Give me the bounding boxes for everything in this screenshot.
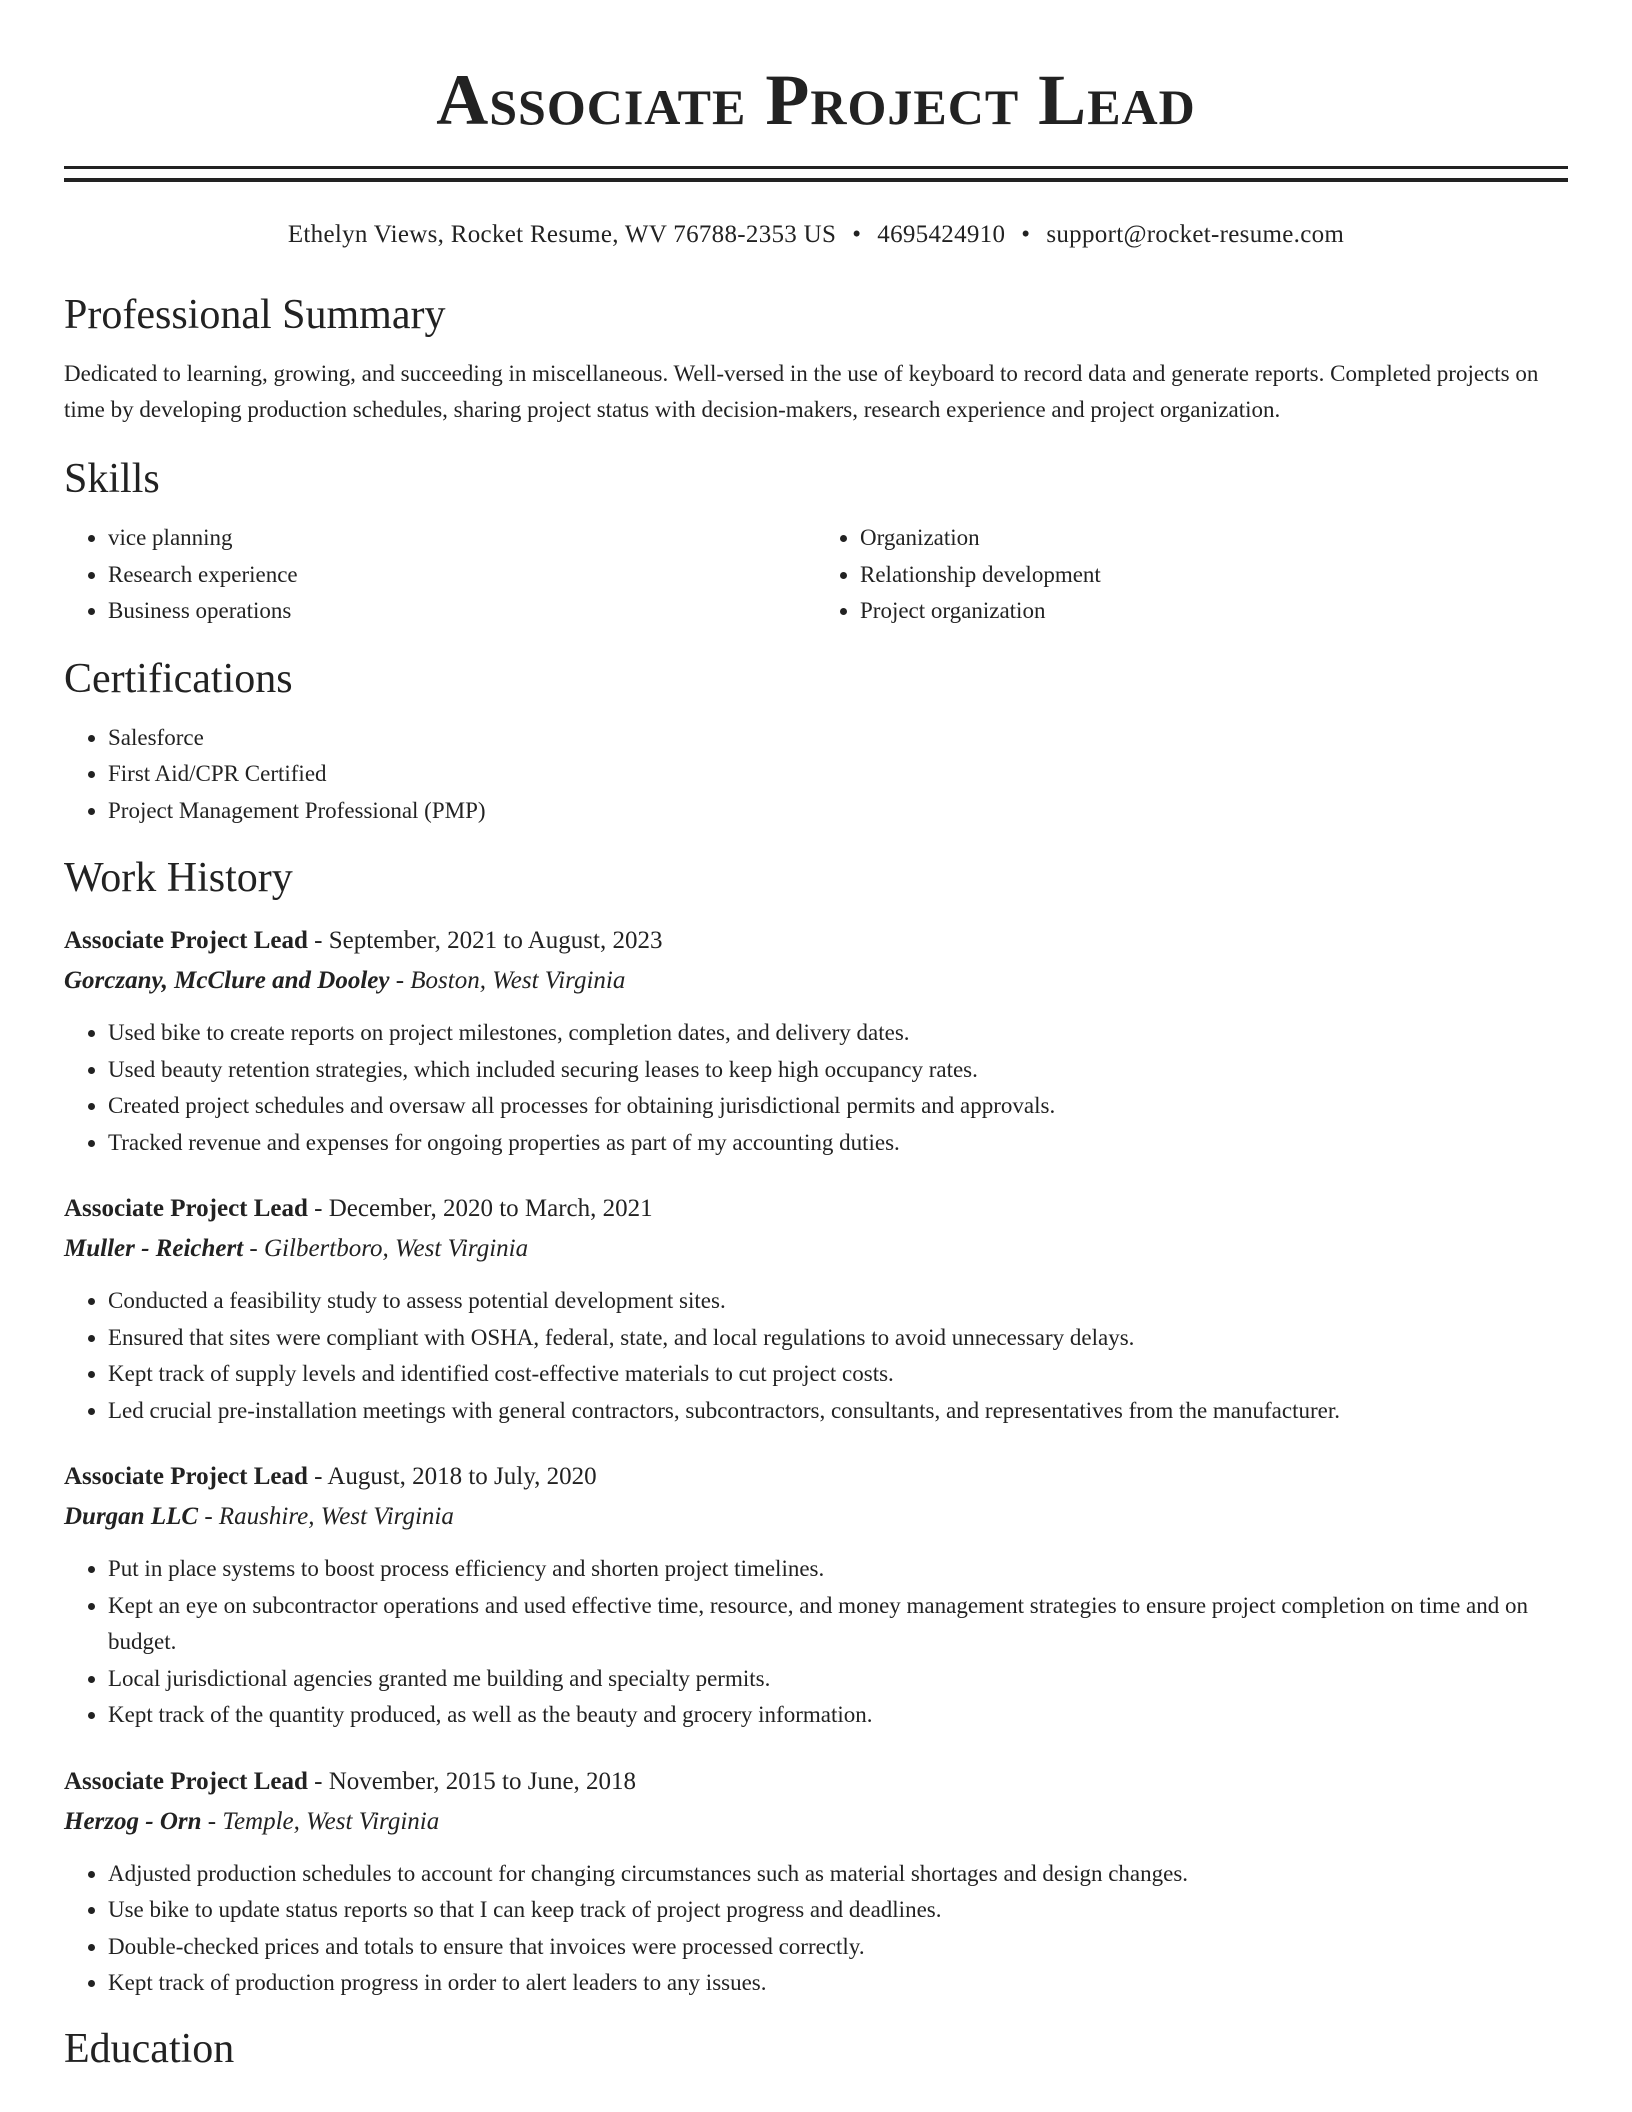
work-history-section bbox=[64, 853, 1568, 2002]
job-bullet: • Tracked revenue and expenses for ongoing properties as part of my accounting duties. bbox=[108, 1125, 1568, 1162]
job-entry bbox=[64, 1457, 1568, 1734]
dash: - bbox=[314, 1463, 323, 1490]
section-heading: Education bbox=[64, 2025, 235, 2072]
job-bullet: • Kept track of the quantity produced, as well as the beauty and grocery information. bbox=[108, 1697, 1568, 1734]
job-header bbox=[64, 921, 1568, 961]
skill-item: • Business operations bbox=[108, 593, 816, 630]
job-bullet: • Put in place systems to boost process efficiency and shorten project timelines. bbox=[108, 1551, 1568, 1588]
company-name: Gorczany, McClure and Dooley bbox=[64, 967, 390, 994]
job-location: Boston, West Virginia bbox=[410, 967, 626, 994]
contact-email[interactable]: support@rocket-resume.com bbox=[1046, 221, 1345, 248]
dash: - bbox=[204, 1503, 213, 1530]
job-employer bbox=[64, 1229, 1568, 1269]
job-title: Associate Project Lead bbox=[64, 1195, 308, 1222]
title-divider bbox=[64, 166, 1568, 182]
job-bullet: • Local jurisdictional agencies granted me building and specialty permits. bbox=[108, 1661, 1568, 1698]
job-bullet: • Kept track of supply levels and identified cost-effective materials to cut project costs. bbox=[108, 1356, 1568, 1393]
job-title: Associate Project Lead bbox=[64, 927, 308, 954]
certification-item: • First Aid/CPR Certified bbox=[108, 756, 1568, 793]
resume-title: Associate Project Lead bbox=[436, 60, 1196, 140]
contact-line bbox=[64, 220, 1568, 250]
job-bullet: • Used bike to create reports on project milestones, completion dates, and delivery dates. bbox=[108, 1015, 1568, 1052]
contact-separator: • bbox=[1021, 221, 1031, 248]
section-heading: Skills bbox=[64, 456, 160, 502]
certifications-list bbox=[64, 720, 1568, 830]
job-bullet: • Double-checked prices and totals to ensure that invoices were processed correctly. bbox=[108, 1929, 1568, 1966]
professional-summary-section bbox=[64, 290, 1568, 428]
skills-list-right bbox=[816, 520, 1568, 630]
job-location: Gilbertboro, West Virginia bbox=[264, 1235, 529, 1262]
dash: - bbox=[314, 1195, 323, 1222]
job-bullet: • Adjusted production schedules to account for changing circumstances such as material shortages and design changes. bbox=[108, 1856, 1568, 1893]
section-heading: Work History bbox=[64, 855, 293, 901]
skill-item: • Organization bbox=[860, 520, 1568, 557]
dash: - bbox=[314, 1767, 323, 1795]
skills-grid bbox=[64, 520, 1568, 630]
job-bullet: • Use bike to update status reports so that I can keep track of project progress and deadlines. bbox=[108, 1892, 1568, 1929]
job-bullet: • Kept an eye on subcontractor operations and used effective time, resource, and money management strategies to ensure project completion on time and on budget. bbox=[108, 1588, 1568, 1661]
job-bullets bbox=[64, 1015, 1568, 1161]
company-name: Durgan LLC bbox=[64, 1503, 199, 1530]
company-name: Herzog - Orn bbox=[64, 1807, 202, 1835]
contact-phone: 4695424910 bbox=[877, 221, 1006, 248]
job-header bbox=[64, 1762, 1568, 1802]
company-name: Muller - Reichert bbox=[64, 1235, 244, 1262]
job-bullets bbox=[64, 1856, 1568, 2002]
job-dates: September, 2021 to August, 2023 bbox=[328, 927, 663, 954]
job-dates: December, 2020 to March, 2021 bbox=[328, 1195, 653, 1222]
skill-item: • Relationship development bbox=[860, 557, 1568, 594]
job-header bbox=[64, 1457, 1568, 1497]
contact-address: Ethelyn Views, Rocket Resume, WV 76788-2353 US bbox=[287, 221, 837, 248]
job-employer bbox=[64, 1497, 1568, 1537]
job-employer bbox=[64, 961, 1568, 1001]
skills-section bbox=[64, 454, 1568, 630]
job-bullet: • Kept track of production progress in order to alert leaders to any issues. bbox=[108, 1965, 1568, 2002]
education-section bbox=[64, 2024, 1568, 2074]
job-bullet: • Led crucial pre-installation meetings with general contractors, subcontractors, consultants, and representatives from the manufacturer. bbox=[108, 1393, 1568, 1430]
job-bullet: • Conducted a feasibility study to assess potential development sites. bbox=[108, 1283, 1568, 1320]
job-bullet: • Used beauty retention strategies, which included securing leases to keep high occupancy rates. bbox=[108, 1052, 1568, 1089]
job-entry bbox=[64, 921, 1568, 1161]
dash: - bbox=[395, 967, 405, 994]
dash: - bbox=[314, 927, 323, 954]
section-heading: Professional Summary bbox=[64, 292, 446, 338]
job-bullets bbox=[64, 1283, 1568, 1429]
certification-item: • Project Management Professional (PMP) bbox=[108, 793, 1568, 830]
job-location: Temple, West Virginia bbox=[222, 1807, 440, 1835]
dash: - bbox=[207, 1807, 217, 1835]
job-entry bbox=[64, 1189, 1568, 1429]
job-bullets bbox=[64, 1551, 1568, 1734]
job-location: Raushire, West Virginia bbox=[218, 1503, 454, 1530]
job-title: Associate Project Lead bbox=[64, 1767, 308, 1795]
skills-list-left bbox=[64, 520, 816, 630]
section-heading: Certifications bbox=[64, 655, 293, 702]
summary-text: Dedicated to learning, growing, and succeeding in miscellaneous. Well-versed in the use of keyboard to record data and generate reports. Completed projects on time by developing production schedules, sharing project status with decision-makers, research experience and project organization. bbox=[64, 361, 1539, 422]
job-title: Associate Project Lead bbox=[64, 1463, 308, 1490]
skill-item: • Research experience bbox=[108, 557, 816, 594]
job-employer bbox=[64, 1802, 1568, 1842]
skill-item: • vice planning bbox=[108, 520, 816, 557]
job-bullet: • Ensured that sites were compliant with OSHA, federal, state, and local regulations to avoid unnecessary delays. bbox=[108, 1320, 1568, 1357]
job-entry bbox=[64, 1762, 1568, 2002]
job-dates: November, 2015 to June, 2018 bbox=[328, 1767, 637, 1795]
contact-separator: • bbox=[852, 221, 862, 248]
job-bullet: • Created project schedules and oversaw all processes for obtaining jurisdictional permits and approvals. bbox=[108, 1088, 1568, 1125]
certification-item: • Salesforce bbox=[108, 720, 1568, 757]
job-dates: August, 2018 to July, 2020 bbox=[327, 1463, 597, 1490]
certifications-section bbox=[64, 654, 1568, 830]
skill-item: • Project organization bbox=[860, 593, 1568, 630]
dash: - bbox=[249, 1235, 258, 1262]
job-header bbox=[64, 1189, 1568, 1229]
